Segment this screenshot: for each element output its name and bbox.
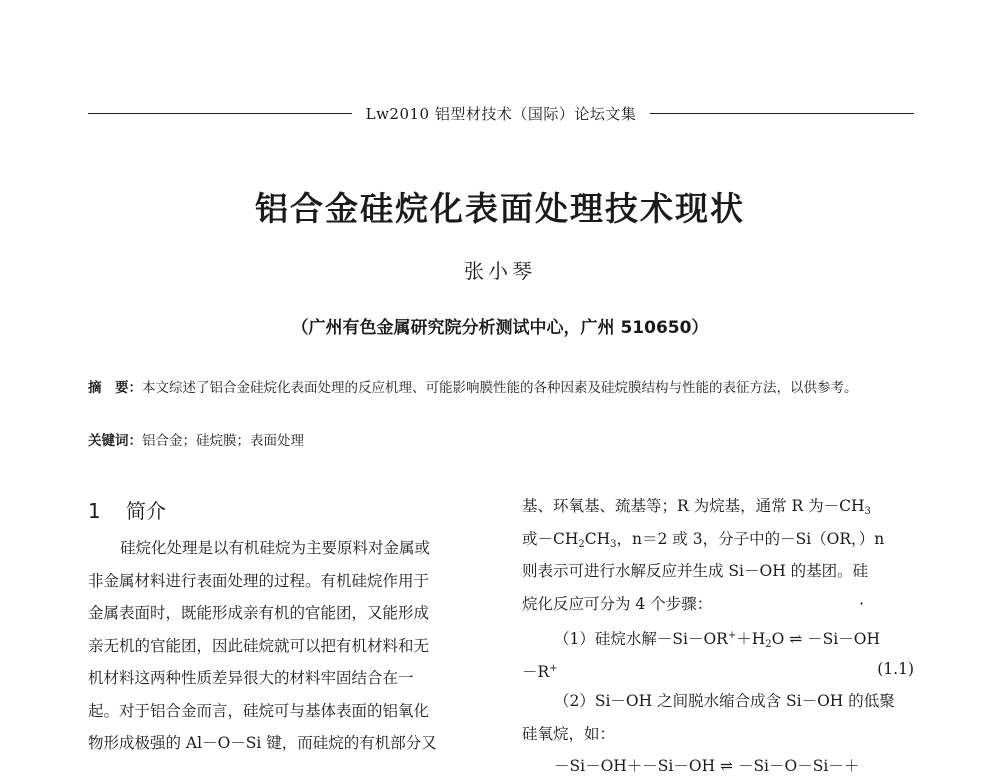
body-line (522, 523, 914, 556)
body-line: 金属表面时，既能形成亲有机的官能团，又能形成 (88, 604, 430, 622)
text-run: －R (522, 662, 550, 681)
equation-number: (1.1) (877, 659, 914, 678)
body-line: 机材料这两种性质差异很大的材料牢固结合在一 (88, 669, 414, 687)
body-line: （2）Si－OH 之间脱水缩合成含 Si－OH 的低聚 (554, 692, 895, 710)
equation-line: －Si－OH＋－Si－OH ⇌ －Si－O－Si－＋ (554, 757, 860, 775)
equation-line (522, 620, 914, 653)
section-title: 简介 (126, 499, 166, 523)
body-line: 物形成极强的 Al－O－Si 键，而硅烷的有机部分又 (88, 734, 437, 752)
text-run: 基、环氧基、巯基等；R 为烷基，通常 R 为－CH (522, 497, 865, 515)
section-number: 1 (88, 499, 101, 523)
equation-line (522, 653, 914, 686)
text-run: 烷化反应可分为 4 个步骤： (522, 594, 713, 613)
text-run: CH (584, 529, 611, 548)
text-run: （1）硅烷水解－Si－OR (554, 630, 728, 648)
body-line: 起。对于铝合金而言，硅烷可与基体表面的铝氧化 (88, 701, 430, 720)
section-heading (88, 490, 488, 532)
header-rule-left (88, 113, 352, 114)
body-line: 硅烷化处理是以有机硅烷为主要原料对金属或 (120, 539, 431, 557)
stray-mark: · (859, 594, 864, 613)
article-author: 张小琴 (464, 259, 536, 283)
text-run: ＋H (736, 630, 766, 648)
abstract-label: 摘 要： (88, 380, 142, 396)
keywords-text: 铝合金；硅烷膜；表面处理 (142, 433, 304, 449)
superscript: + (727, 630, 737, 641)
text-run: ，n＝2 或 3，分子中的－Si（OR，）n (616, 529, 885, 548)
subscript: 2 (578, 538, 585, 550)
superscript: + (549, 662, 558, 674)
body-line (522, 588, 914, 621)
right-column (522, 490, 914, 783)
text-run: 或－CH (522, 529, 579, 548)
running-header (88, 98, 914, 128)
abstract (88, 374, 914, 402)
article-title: 铝合金硅烷化表面处理技术现状 (255, 189, 745, 228)
left-column (88, 490, 488, 760)
body-line: 硅氧烷，如： (522, 724, 616, 743)
subscript: 3 (610, 538, 617, 550)
subscript: 2 (765, 639, 772, 650)
body-line: 亲无机的官能团，因此硅烷就可以把有机材料和无 (88, 636, 430, 655)
body-line: 则表示可进行水解反应并生成 Si－OH 的基团。硅 (522, 562, 869, 580)
body-line: 非金属材料进行表面处理的过程。有机硅烷作用于 (88, 571, 430, 590)
keywords-label: 关键词： (88, 433, 142, 449)
running-title: Lw2010 铝型材技术（国际）论坛文集 (365, 104, 637, 123)
header-rule-right (650, 113, 914, 114)
body-line (522, 490, 914, 523)
subscript: 3 (864, 506, 871, 517)
keywords (88, 429, 914, 453)
article-affiliation: （广州有色金属研究院分析测试中心，广州 510650） (291, 318, 709, 338)
text-run: O ⇌ －Si－OH (771, 630, 880, 648)
abstract-text: 本文综述了铝合金硅烷化表面处理的反应机理、可能影响膜性能的各种因素及硅烷膜结构与性能的表征方法，以供参考。 (142, 380, 858, 396)
